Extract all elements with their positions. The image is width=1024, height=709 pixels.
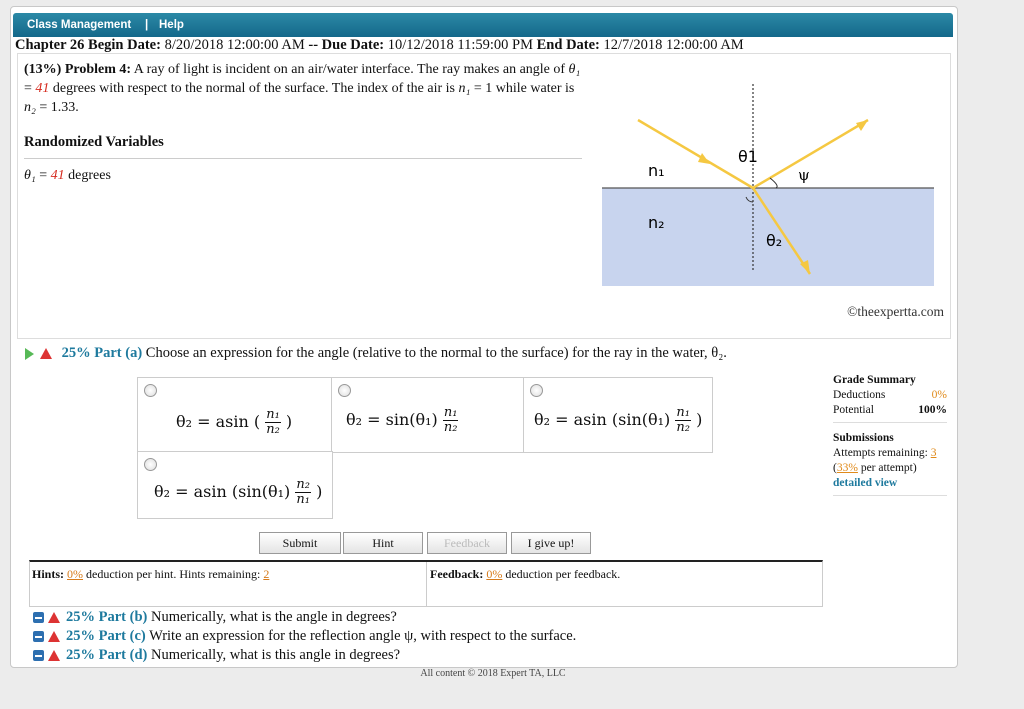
nav-separator: | (145, 19, 149, 31)
warning-icon (48, 612, 60, 623)
potential-label: Potential (833, 404, 874, 416)
due-date: 10/12/2018 11:59:00 PM (387, 37, 534, 53)
n2-label: n₂ (648, 213, 665, 232)
randomized-variables-title: Randomized Variables (24, 134, 164, 150)
choice-expression: θ₂ = asin (176, 412, 249, 431)
numerator: n₁ (266, 407, 280, 422)
denominator: n₂ (443, 420, 458, 435)
warning-icon (48, 631, 60, 642)
per-attempt-pct: 33% (836, 462, 858, 474)
divider (426, 562, 427, 606)
chapter-dates (15, 37, 955, 54)
equals-sign: = (24, 81, 32, 96)
hints-text: deduction per hint. Hints remaining: (86, 567, 261, 581)
part-b-row[interactable] (33, 608, 576, 627)
begin-date: 8/20/2018 12:00:00 AM (164, 37, 305, 53)
problem-text-1: A ray of light is incident on an air/water interface. The ray makes an angle of (133, 62, 566, 77)
top-nav-bar (13, 13, 953, 37)
warning-icon (40, 348, 52, 359)
numerator: n₁ (676, 405, 690, 420)
theta1-value: 41 (35, 81, 50, 96)
collapse-icon[interactable] (33, 650, 44, 661)
feedback-info (430, 567, 620, 582)
theta2-label: θ₂ (766, 231, 783, 250)
grade-summary: Grade Summary Deductions 0% Potential 100% Submissions Attempts remaining: 3 (33% per attempt) detailed view (833, 373, 947, 496)
due-date-label: Due Date: (321, 37, 385, 53)
per-attempt-text: per attempt) (860, 462, 917, 474)
choice-3[interactable] (523, 377, 713, 453)
attempts-label: Attempts remaining: (833, 447, 928, 459)
problem-statement (24, 60, 584, 117)
end-date-label: End Date: (536, 37, 600, 53)
n1-label: n₁ (648, 161, 665, 180)
part-question: Numerically, what is this angle in degrees? (150, 647, 401, 663)
hints-info (32, 567, 269, 582)
radio-button[interactable] (530, 384, 543, 397)
part-a-question: Choose an expression for the angle (relative to the normal to the surface) for the ray in the water, θ₂. (145, 345, 727, 361)
part-question: Write an expression for the reflection angle ψ, with respect to the surface. (149, 628, 577, 644)
part-a-label: 25% Part (a) (61, 345, 143, 361)
choice-paren-close: ) (696, 410, 703, 429)
fraction (265, 408, 281, 437)
feedback-label: Feedback: (430, 567, 484, 581)
divider (833, 422, 947, 423)
help-link[interactable]: Help (159, 19, 184, 31)
divider (24, 158, 582, 159)
problem-text-4: = 1.33. (39, 100, 79, 115)
radio-button[interactable] (338, 384, 351, 397)
choice-paren-open: ( (253, 412, 261, 431)
choice-paren-open: (sin(θ₁) (611, 410, 671, 429)
part-d-row[interactable] (33, 646, 576, 665)
choice-2[interactable] (331, 377, 525, 453)
deductions-value: 0% (931, 389, 947, 401)
incident-arrow-icon (698, 153, 710, 164)
randomized-variable (24, 168, 111, 184)
theta1-label: θ1 (738, 147, 758, 166)
reflected-arrow-icon (856, 120, 868, 131)
variable-value: 41 (50, 168, 65, 183)
numerator: n₁ (443, 405, 458, 420)
denominator: n₂ (266, 422, 280, 437)
feedback-button: Feedback (427, 532, 507, 554)
choice-paren-open: (sin(θ₁) (231, 482, 291, 501)
n1-symbol: n₁ (458, 81, 471, 96)
problem-box (17, 53, 951, 339)
feedback-deduction: 0% (486, 567, 503, 581)
fraction (675, 406, 691, 435)
hints-label: Hints: (32, 567, 65, 581)
choice-4[interactable] (137, 451, 333, 519)
submit-button[interactable]: Submit (259, 532, 341, 554)
variable-symbol: θ₁ (24, 168, 36, 183)
hints-remaining: 2 (263, 567, 270, 581)
choice-expression: θ₂ = asin (154, 482, 227, 501)
numerator: n₂ (296, 477, 310, 492)
potential-value: 100% (918, 404, 947, 416)
problem-text-2: degrees with respect to the normal of the surface. The index of the air is (52, 81, 456, 96)
collapse-icon[interactable] (33, 612, 44, 623)
theta1-symbol: θ₁ (568, 62, 581, 77)
chapter-label: Chapter 26 (15, 37, 85, 53)
part-c-row[interactable] (33, 627, 576, 646)
deductions-label: Deductions (833, 389, 886, 401)
n2-symbol: n₂ (24, 100, 36, 115)
problem-header: (13%) Problem 4: (24, 62, 132, 77)
refraction-diagram (598, 74, 938, 294)
part-question: Numerically, what is the angle in degrees? (150, 609, 397, 625)
other-parts-list (33, 608, 576, 665)
collapse-icon[interactable] (33, 631, 44, 642)
problem-text-3: = 1 while water is (473, 81, 575, 96)
divider (833, 495, 947, 496)
choice-paren-close: ) (316, 482, 323, 501)
radio-button[interactable] (144, 458, 157, 471)
choice-expression: θ₂ = sin(θ₁) (346, 410, 438, 429)
hint-button[interactable]: Hint (343, 532, 423, 554)
give-up-button[interactable]: I give up! (511, 532, 591, 554)
grade-summary-title: Grade Summary (833, 374, 916, 386)
submissions-title: Submissions (833, 432, 894, 444)
warning-icon (48, 650, 60, 661)
fraction (443, 406, 459, 435)
equals-sign: = (39, 168, 48, 183)
part-a-header (25, 345, 805, 362)
date-separator: -- (308, 37, 319, 53)
denominator: n₁ (296, 492, 310, 507)
hints-feedback-bar (29, 560, 823, 607)
copyright-credit: ©theexpertta.com (847, 304, 944, 319)
part-label: 25% Part (d) (66, 647, 148, 663)
choice-expression: θ₂ = asin (534, 410, 607, 429)
main-frame (10, 6, 958, 668)
hints-deduction: 0% (67, 567, 84, 581)
choice-1[interactable] (137, 377, 333, 453)
end-date: 12/7/2018 12:00:00 AM (603, 37, 744, 53)
radio-button[interactable] (144, 384, 157, 397)
psi-arc (770, 178, 777, 188)
fraction (295, 478, 311, 507)
detailed-view-link[interactable]: detailed view (833, 477, 898, 489)
attempts-remaining: 3 (930, 447, 937, 459)
denominator: n₂ (676, 420, 690, 435)
variable-unit: degrees (68, 168, 111, 183)
footer-copyright: All content © 2018 Expert TA, LLC (420, 668, 566, 679)
psi-label: ψ (798, 166, 810, 184)
begin-date-label: Begin Date: (88, 37, 161, 53)
feedback-text: deduction per feedback. (505, 567, 621, 581)
choice-paren-close: ) (285, 412, 293, 431)
expand-triangle-icon[interactable] (25, 348, 34, 360)
class-management-link[interactable]: Class Management (27, 19, 132, 31)
part-label: 25% Part (c) (66, 628, 146, 644)
part-label: 25% Part (b) (66, 609, 148, 625)
